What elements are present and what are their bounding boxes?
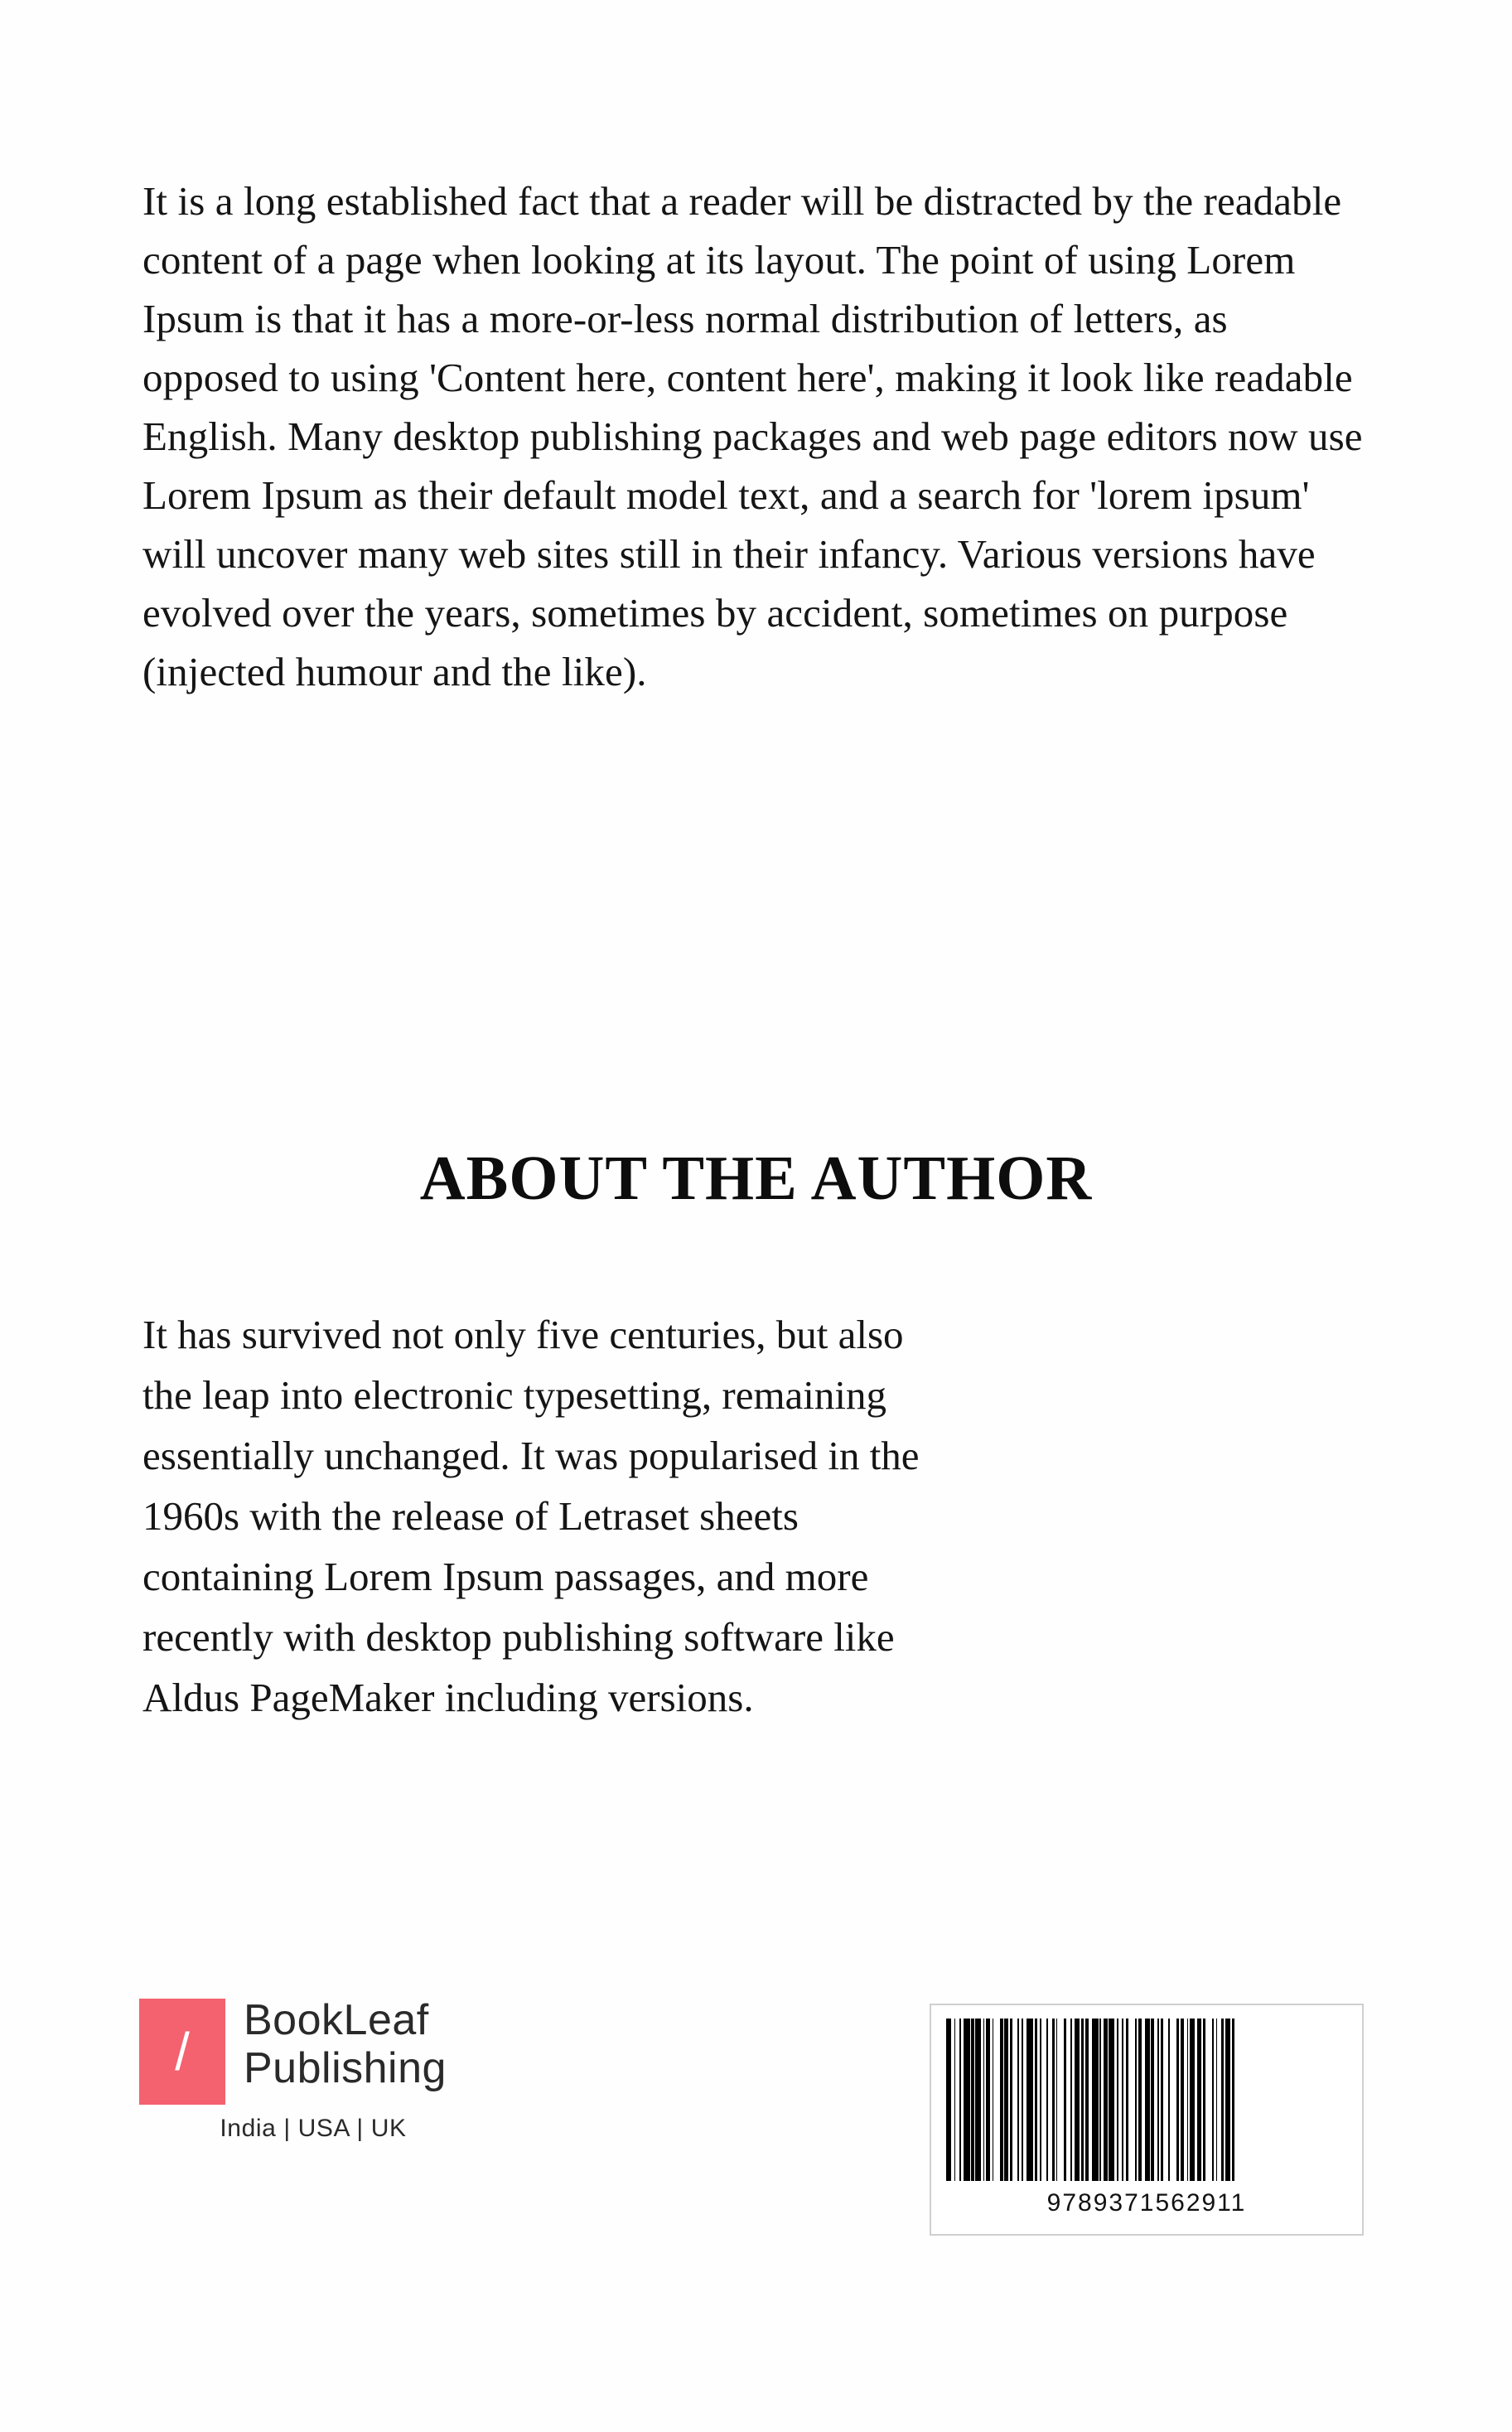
blurb-paragraph: It is a long established fact that a reader will be distracted by the readable content of a page when looking at its layout. The point of using Lorem Ipsum is that it has a more-or-less normal distribution of letters, as opposed to using 'Content here, content here', making it look like readable English. Many desktop publishing packages and web page editors now use Lorem Ipsum as their default model text, and a search for 'lorem ipsum' will uncover many web sites still in their infancy. Various versions have evolved over the years, sometimes by accident, sometimes on purpose (injected humour and the like). — [143, 178, 1363, 695]
barcode-bar — [1057, 2019, 1064, 2181]
barcode-bar — [1092, 2019, 1099, 2181]
author-bio-paragraph: It has survived not only five centuries, but also the leap into electronic typesetting, remaining essentially unchanged. It was popularised in the 1960s with the release of Letraset sheets containing Lorem Ipsum passages, and more recently with desktop publishing software like Aldus PageMaker including versions. — [143, 1312, 920, 1720]
barcode-bars — [946, 2019, 1347, 2181]
publisher-locations: India | USA | UK — [220, 2115, 407, 2142]
barcode-bar — [1205, 2019, 1212, 2181]
barcode-number: 9789371562911 — [1046, 2189, 1247, 2217]
publisher-name-line2: Publishing — [244, 2044, 447, 2093]
barcode-bar — [1234, 2019, 1239, 2181]
barcode-bar — [964, 2019, 970, 2181]
barcode-bar — [1128, 2019, 1135, 2181]
publisher-name — [244, 1997, 447, 2094]
slash-glyph: / — [175, 2022, 190, 2081]
slash-logo-icon — [139, 1999, 225, 2105]
publisher-logo-row — [139, 1997, 570, 2105]
barcode-bar — [1170, 2019, 1176, 2181]
barcode-bar — [1027, 2019, 1033, 2181]
isbn-barcode — [930, 2004, 1364, 2236]
publisher-name-line1: BookLeaf — [244, 1996, 429, 2044]
barcode-bar — [993, 2019, 1000, 2181]
publisher-logo — [139, 1997, 570, 2143]
about-the-author-heading: ABOUT THE AUTHOR — [419, 1143, 1093, 1213]
